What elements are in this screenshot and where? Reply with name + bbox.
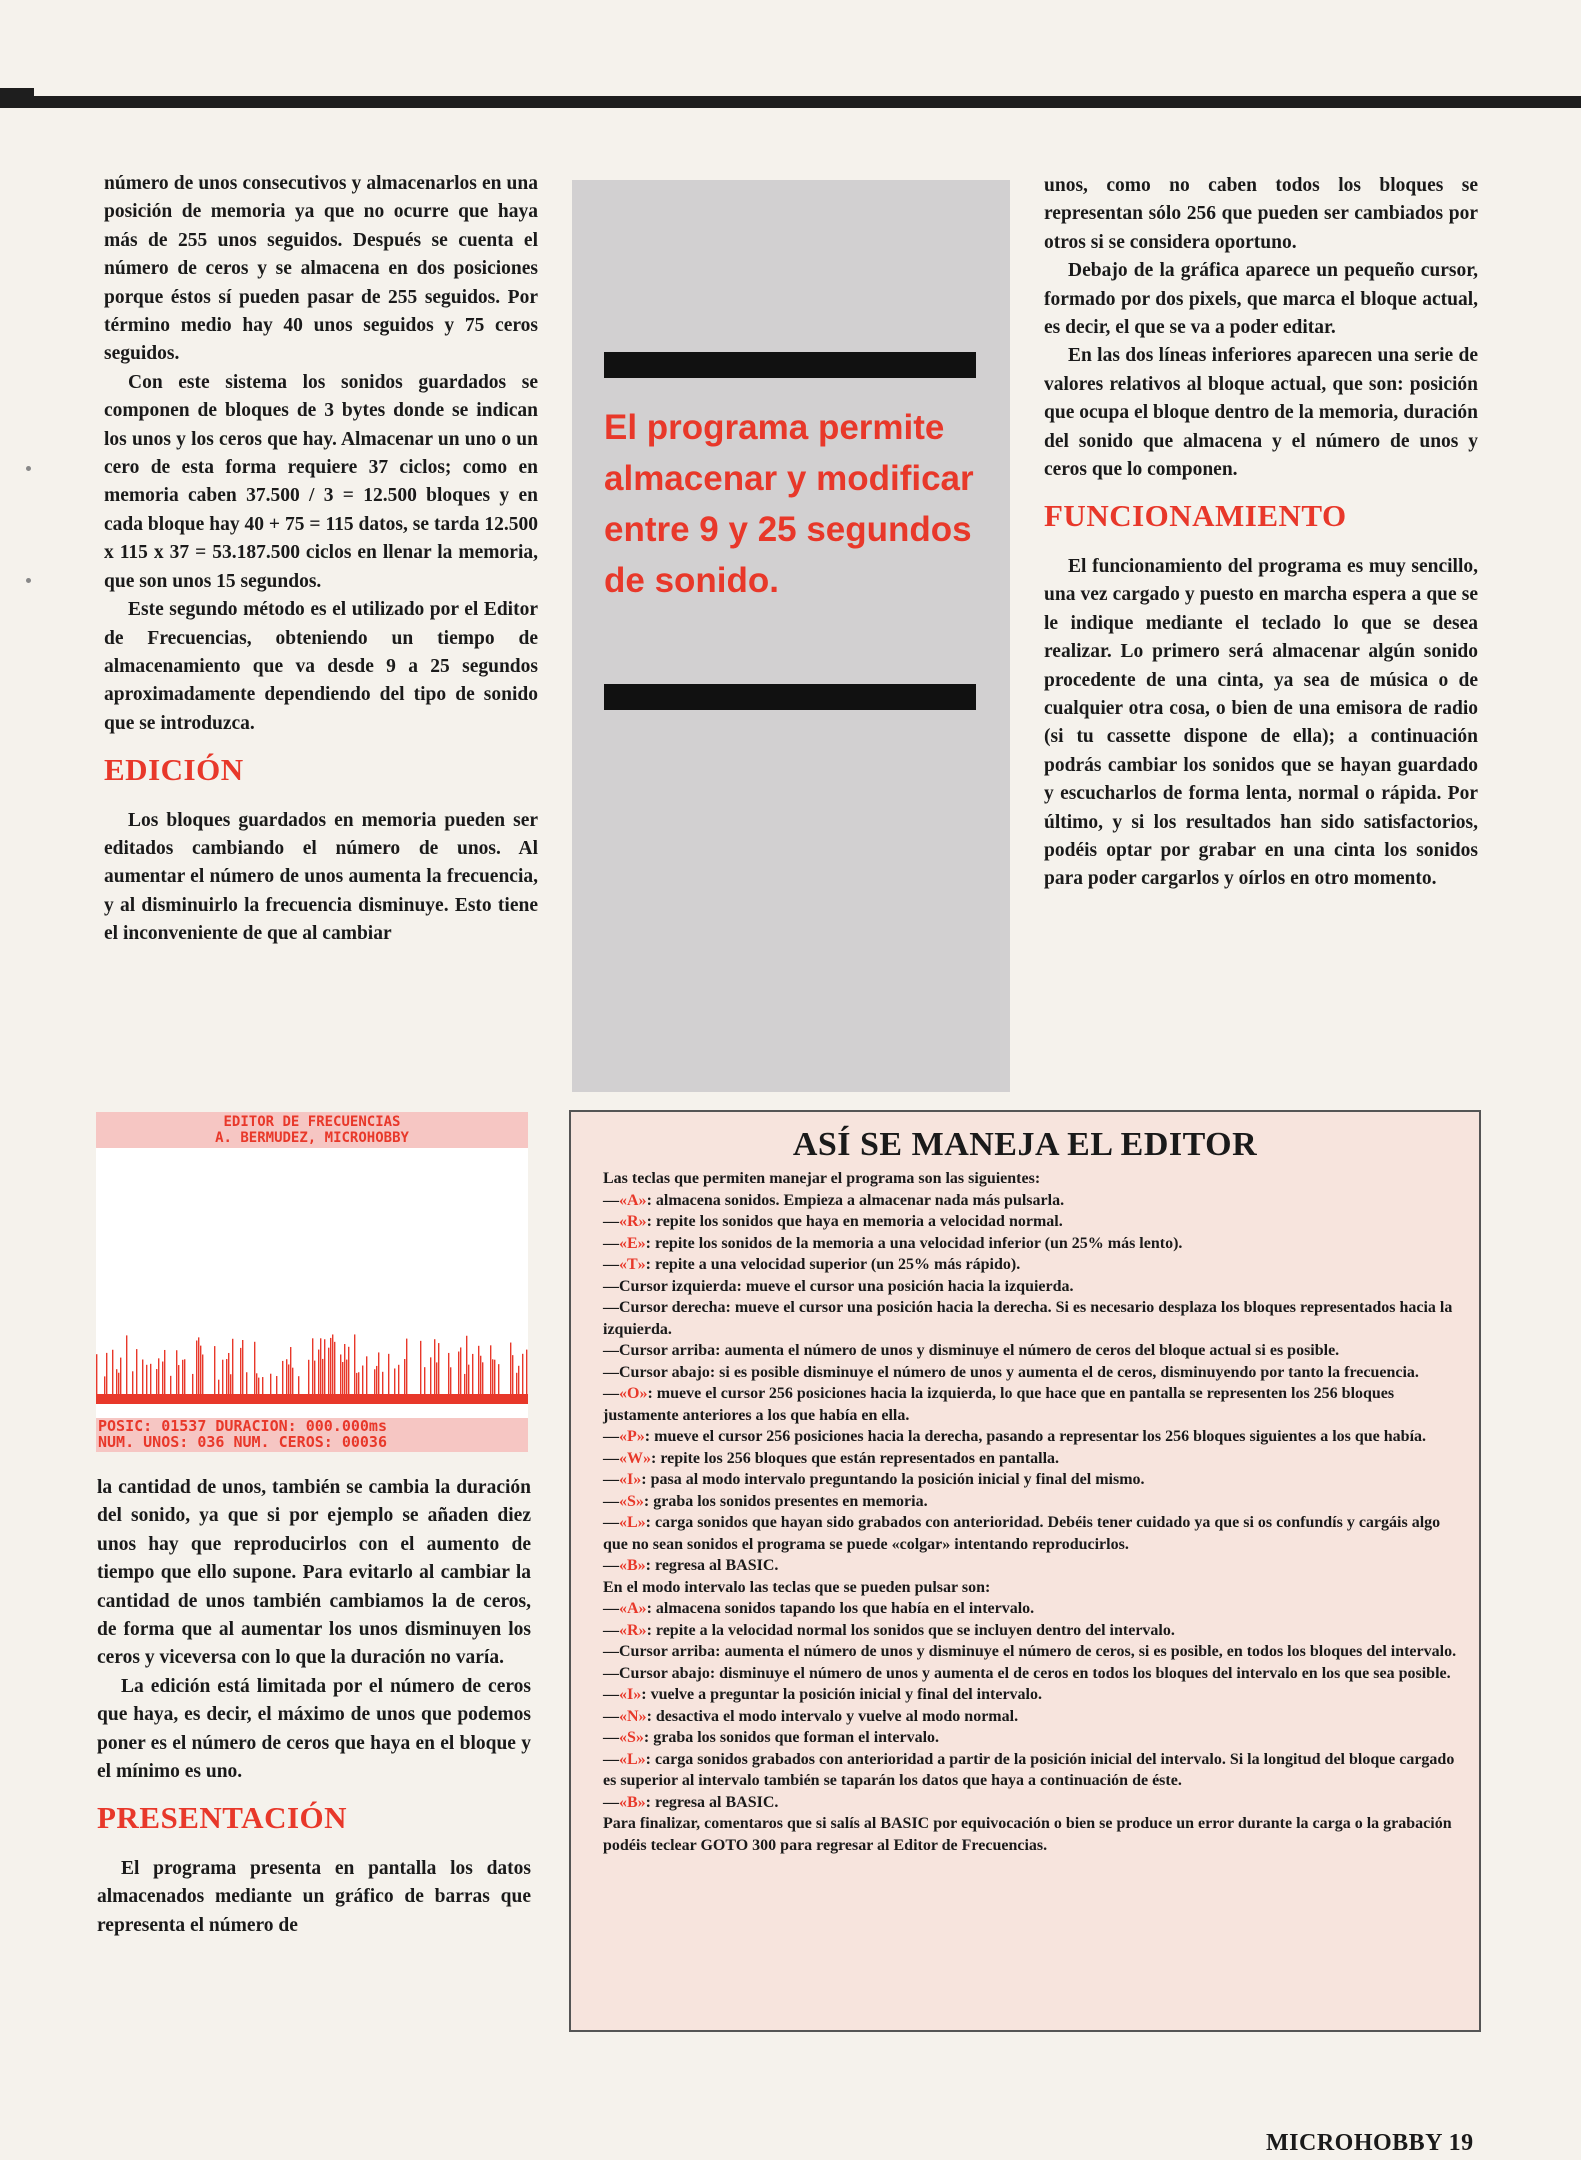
graph-bar [510, 1343, 511, 1394]
graph-bar [242, 1340, 243, 1394]
graph-bar [246, 1372, 247, 1394]
graph-bar [200, 1346, 201, 1394]
edge-mark [26, 578, 31, 583]
box-line: —«A»: almacena sonidos. Empieza a almacenar nada más pulsarla. [603, 1191, 1065, 1209]
box-title: ASÍ SE MANEJA EL EDITOR [792, 1126, 1258, 1163]
graph-bar [104, 1376, 105, 1394]
graph-bar [308, 1360, 309, 1394]
graph-bar [438, 1343, 439, 1394]
box-line: —«S»: graba los sonidos presentes en memoria. [603, 1492, 928, 1510]
graph-bar [254, 1342, 255, 1394]
graph-bar [156, 1369, 157, 1394]
screen-status-band [96, 1418, 528, 1452]
page-footer: MICROHOBBY 19 [1266, 2130, 1474, 2156]
graph-bar [398, 1365, 399, 1394]
graph-bar [270, 1374, 271, 1394]
box-line: Las teclas que permiten manejar el programa son las siguientes: [603, 1170, 1041, 1187]
graph-bar [314, 1361, 315, 1394]
box-line: —«B»: regresa al BASIC. [603, 1557, 779, 1574]
graph-baseline [96, 1394, 528, 1404]
column-left-bottom [97, 1474, 531, 1940]
graph-bar [176, 1350, 177, 1394]
box-line: —Cursor abajo: si es posible disminuye el número de unos y aumenta el de ceros, disminuyendo por tanto la frecuencia. [603, 1363, 1419, 1381]
paragraph: la cantidad de unos, también se cambia la duración del sonido, ya que si por ejemplo se añaden diez unos hay que reproducirlos con el aumento de tiempo que ello supone. Para evitarlo al cambiar la cantidad de unos también cambiamos la de ceros, de forma que al aumentar los unos disminuyen los ceros y viceversa con lo que la duración no varía. [97, 1477, 531, 1669]
box-line: —«L»: carga sonidos que hayan sido grabados con anterioridad. Debéis tener cuidado ya que si os confundís y cargáis algo que no sean sonidos el programa se puede «colgar» intentando reproducirlos. [603, 1514, 1441, 1553]
graph-bar [322, 1359, 323, 1394]
graph-bar [286, 1359, 287, 1394]
graph-bar [290, 1347, 291, 1394]
box-line: —«R»: repite a la velocidad normal los sonidos que se incluyen dentro del intervalo. [603, 1621, 1175, 1639]
graph-bar [522, 1354, 523, 1394]
graph-bar [324, 1339, 325, 1394]
graph-bar [198, 1337, 199, 1394]
paragraph: El programa presenta en pantalla los datos almacenados mediante un gráfico de barras que representa el número de [97, 1857, 531, 1936]
paragraph: unos, como no caben todos los bloques se representan sólo 256 que pueden ser cambiados por otros si se considera oportuno. [1044, 175, 1478, 253]
paragraph: La edición está limitada por el número de ceros que haya, es decir, el máximo de unos que podemos poner es el número de ceros que haya en el bloque y el mínimo es uno. [97, 1675, 531, 1783]
screen-title: EDITOR DE FRECUENCIAS [223, 1114, 401, 1130]
graph-bar [394, 1368, 395, 1394]
box-line: Para finalizar, comentaros que si salís al BASIC por equivocación o bien se produce un error durante la carga o la grabación podéis teclear GOTO 300 para regresar al Editor de Frecuencias. [603, 1815, 1452, 1854]
program-screenshot [96, 1112, 528, 1452]
box-line: En el modo intervalo las teclas que se pueden pulsar son: [603, 1578, 991, 1596]
graph-bar [288, 1364, 289, 1394]
graph-bar [460, 1347, 461, 1394]
graph-bar [330, 1338, 331, 1394]
graph-bar [430, 1357, 431, 1394]
paragraph: El funcionamiento del programa es muy sencillo, una vez cargado y puesto en marcha espera a que se le indique mediante el teclado lo que se desea realizar. Lo primero será almacenar algún sonido procedente de una cinta, ya sea de música o de cualquier otra cosa, o bien de una emisora de radio (si tu cassette dispone de ella); a continuación podrás cambiar los sonidos que se hayan guardado y escucharlos de forma lenta, normal o rápida. Por último, y si los resultados han sido satisfactorios, podéis optar por grabar en una cinta los sonidos para poder cargarlos y oírlos en otro momento. [1044, 555, 1478, 890]
editor-instructions-box [569, 1110, 1481, 2032]
graph-bar [120, 1358, 121, 1394]
graph-bar [376, 1366, 377, 1394]
graph-bar [222, 1360, 223, 1394]
graph-bar [466, 1336, 467, 1394]
graph-bar [196, 1341, 197, 1394]
box-line: —Cursor izquierda: mueve el cursor una posición hacia la izquierda. [603, 1277, 1074, 1295]
graph-bar [328, 1348, 329, 1394]
graph-bar [106, 1353, 107, 1394]
graph-bar [228, 1353, 229, 1394]
box-line: —«I»: pasa al modo intervalo preguntando la posición inicial y final del mismo. [603, 1471, 1145, 1488]
graph-bar [226, 1359, 227, 1394]
graph-bar [356, 1373, 357, 1394]
paragraph: Debajo de la gráfica aparece un pequeño cursor, formado por dos pixels, que marca el bloque actual, es decir, el que se va a poder editar. [1044, 260, 1478, 339]
graph-bar [332, 1334, 333, 1394]
pull-quote-bar-top [604, 352, 976, 378]
paragraph: Los bloques guardados en memoria pueden ser editados cambiando el número de unos. Al aumentar el número de unos aumenta la frecuencia, y al disminuirlo la frecuencia disminuye. Esto tiene el inconveniente de que al cambiar [104, 809, 538, 945]
box-lines [583, 1168, 1467, 1856]
graph-bar [436, 1362, 437, 1394]
graph-bar [318, 1350, 319, 1394]
graph-bar [192, 1374, 193, 1394]
graph-bar [472, 1354, 473, 1394]
paragraph: Este segundo método es el utilizado por el Editor de Frecuencias, obteniendo un tiempo de almacenamiento que va desde 9 a 25 segundos aproximadamente dependiendo del tipo de sonido que se introduzca. [104, 599, 538, 734]
paragraph: En las dos líneas inferiores aparecen una serie de valores relativos al bloque actual, que son: posición que ocupa el bloque dentro de la memoria, duración del sonido que almacena y el número de unos y ceros que lo componen. [1044, 345, 1478, 481]
graph-bar [374, 1369, 375, 1394]
screen-status-line-2: NUM. UNOS: 036 NUM. CEROS: 00036 [98, 1433, 387, 1451]
graph-bar [142, 1360, 143, 1395]
graph-bar [258, 1378, 259, 1394]
screen-title-band [96, 1112, 528, 1148]
graph-bar [378, 1352, 379, 1394]
box-line: —«E»: repite los sonidos de la memoria a una velocidad inferior (un 25% más lento). [603, 1234, 1183, 1252]
graph-bar [164, 1350, 165, 1394]
graph-bar [214, 1346, 215, 1394]
graph-bar [358, 1372, 359, 1394]
graph-bar [518, 1366, 519, 1394]
graph-bar [202, 1354, 203, 1394]
graph-bar [182, 1360, 183, 1394]
frequency-bar-graph [96, 1332, 528, 1404]
graph-bar [218, 1380, 219, 1394]
graph-bar [478, 1346, 479, 1394]
box-line: —«S»: graba los sonidos que forman el intervalo. [603, 1729, 940, 1746]
box-line: —«I»: vuelve a preguntar la posición inicial y final del intervalo. [603, 1686, 1042, 1703]
graph-bar [178, 1365, 179, 1394]
box-line: —Cursor arriba: aumenta el número de unos y disminuye el número de ceros, si es posible, en todos los bloques del intervalo. [603, 1643, 1457, 1660]
box-line: —«P»: mueve el cursor 256 posiciones hacia la derecha, pasando a representar los 256 bloques siguientes a los que había. [603, 1428, 1427, 1445]
graph-bar [348, 1347, 349, 1394]
graph-bar [366, 1356, 367, 1394]
graph-bar [342, 1362, 343, 1394]
graph-bar [158, 1358, 159, 1394]
graph-bar [450, 1367, 451, 1394]
screen-status-line-1: POSIC: 01537 DURACION: 000.000ms [98, 1417, 387, 1435]
graph-bar [132, 1371, 133, 1394]
box-line: —Cursor arriba: aumenta el número de unos y disminuye el número de ceros del bloque actual si es posible. [603, 1342, 1340, 1359]
graph-bar [112, 1350, 113, 1394]
box-line: —Cursor derecha: mueve el cursor una posición hacia la derecha. Si es necesario desplaza los bloques representados hacia la izquierda. [603, 1299, 1453, 1338]
graph-bar [492, 1359, 493, 1394]
box-line: —«B»: regresa al BASIC. [603, 1793, 779, 1811]
screen-author: A. BERMUDEZ, MICROHOBBY [215, 1130, 409, 1146]
graph-bar [126, 1335, 127, 1394]
graph-bar [424, 1367, 425, 1394]
box-line: —Cursor abajo: disminuye el número de unos y aumenta el de ceros en todos los bloques del intervalo en los que sea posible. [603, 1664, 1451, 1682]
graph-bar [458, 1352, 459, 1394]
graph-bar [334, 1342, 335, 1394]
graph-bar [516, 1373, 517, 1394]
graph-bar [312, 1338, 313, 1394]
heading-presentacion: PRESENTACIÓN [97, 1800, 348, 1836]
graph-bar [354, 1334, 355, 1394]
graph-bar [362, 1366, 363, 1394]
box-line: —«A»: almacena sonidos tapando los que había en el intervalo. [603, 1600, 1035, 1617]
graph-bar [116, 1369, 117, 1394]
graph-bar [230, 1374, 231, 1394]
graph-bar [118, 1373, 119, 1394]
graph-bar [320, 1338, 321, 1394]
graph-bar [526, 1350, 527, 1394]
graph-bar [146, 1365, 147, 1394]
heading-funcionamiento: FUNCIONAMIENTO [1044, 498, 1347, 534]
pull-quote-bar-bottom [604, 684, 976, 710]
graph-bar [346, 1360, 347, 1394]
box-line: —«W»: repite los 256 bloques que están representados en pantalla. [603, 1449, 1060, 1467]
graph-bar [96, 1354, 97, 1394]
box-line: —«T»: repite a una velocidad superior (un 25% más rápido). [603, 1256, 1021, 1273]
graph-bar [448, 1353, 449, 1394]
graph-bar [512, 1355, 513, 1394]
graph-bar [170, 1376, 171, 1394]
graph-bar [404, 1359, 405, 1394]
graph-bar [464, 1374, 465, 1394]
top-rule [0, 96, 1581, 108]
pull-quote-box [572, 180, 1010, 1092]
paragraph: número de unos consecutivos y almacenarlos en una posición de memoria ya que no ocurre que haya más de 255 unos seguidos. Después se cuenta el número de ceros y se almacena en dos posiciones porque éstos sí pueden pasar de 255 seguidos. Por término medio hay 40 unos seguidos y 75 ceros seguidos. [104, 173, 538, 365]
graph-bar [298, 1376, 299, 1394]
graph-bar [282, 1361, 283, 1394]
edge-mark [26, 466, 31, 471]
heading-edicion: EDICIÓN [104, 752, 244, 788]
column-right [1044, 172, 1478, 894]
graph-bar [498, 1364, 499, 1394]
graph-bar [150, 1364, 151, 1394]
graph-bar [420, 1341, 421, 1394]
graph-bar [276, 1376, 277, 1394]
graph-bar [262, 1377, 263, 1394]
graph-bar [480, 1356, 481, 1394]
graph-bar [340, 1354, 341, 1394]
graph-bar [184, 1359, 185, 1394]
graph-bar [388, 1354, 389, 1394]
box-line: —«L»: carga sonidos grabados con anterioridad a partir de la posición inicial del intervalo. Si la longitud del bloque cargado es superior al intervalo también se taparán los datos que haya a continuación de éste. [603, 1750, 1455, 1789]
graph-bar [406, 1339, 407, 1394]
graph-bar [494, 1360, 495, 1394]
graph-bar [162, 1362, 163, 1394]
graph-bar [232, 1339, 233, 1394]
column-left-top [104, 170, 538, 949]
graph-bar [344, 1344, 345, 1394]
graph-bar [382, 1372, 383, 1394]
box-line: —«R»: repite los sonidos que haya en memoria a velocidad normal. [603, 1213, 1063, 1230]
box-line: —«O»: mueve el cursor 256 posiciones hacia la izquierda, lo que hace que en pantalla se representen los 256 bloques justamente anteriores a los que había en ella. [603, 1385, 1395, 1424]
paragraph: Con este sistema los sonidos guardados se componen de bloques de 3 bytes donde se indican los unos y los ceros que hay. Almacenar un uno o un cero de esta forma requiere 37 ciclos; como en memoria caben 37.500 / 3 = 12.500 bloques y en cada bloque hay 40 + 75 = 115 datos, se tarda 12.500 x 115 x 37 = 53.187.500 ciclos en llenar la memoria, que son unos 15 segundos. [104, 371, 538, 592]
box-line: —«N»: desactiva el modo intervalo y vuelve al modo normal. [603, 1707, 1019, 1725]
graph-bar [256, 1373, 257, 1394]
graph-bar [136, 1349, 137, 1394]
graph-bar [240, 1348, 241, 1394]
graph-bar [468, 1365, 469, 1394]
pull-quote: El programa permite almacenar y modificar entre 9 y 25 segundos de sonido. [604, 408, 974, 600]
graph-bar [434, 1339, 435, 1394]
graph-bar [490, 1345, 491, 1394]
graph-bar [482, 1362, 483, 1394]
graph-bar [292, 1368, 293, 1394]
